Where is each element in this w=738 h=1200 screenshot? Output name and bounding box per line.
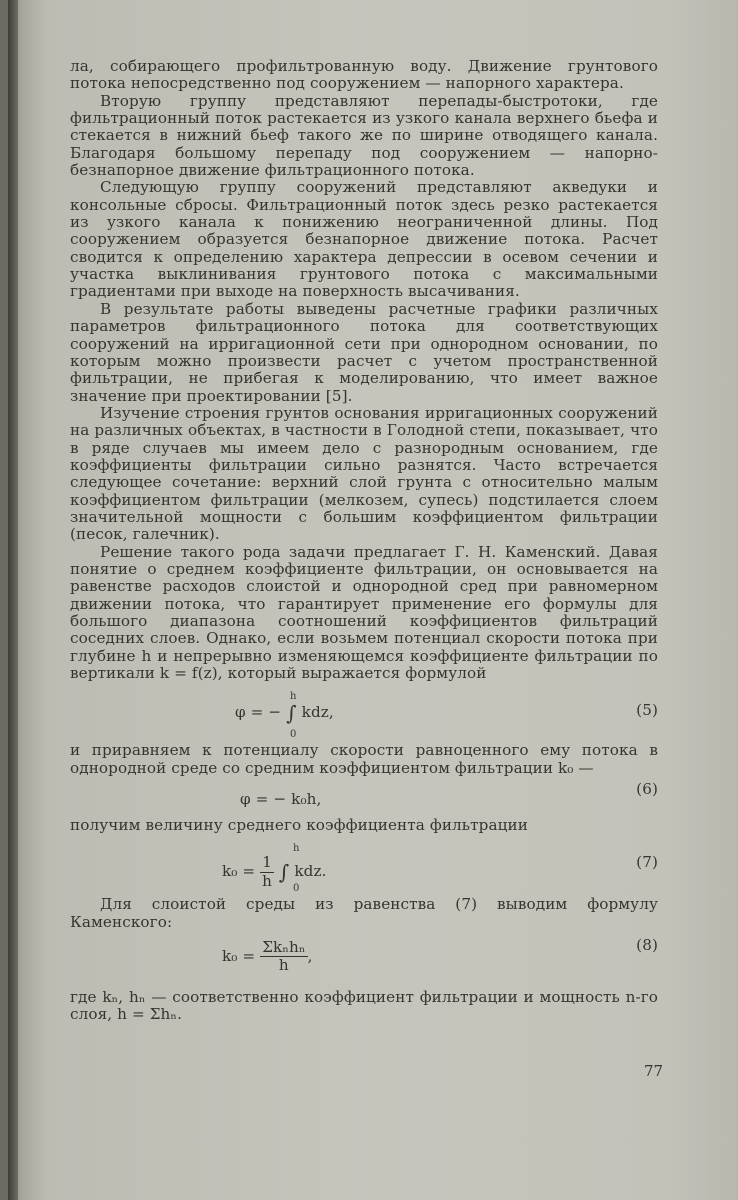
paragraph-8: получим величину среднего коэффициента фильтрации [70,816,528,835]
formula-5-upper-limit: h [290,691,297,703]
formula-7-lower-limit: 0 [293,883,300,895]
formula-8-lhs: k₀ = [222,946,256,965]
formula-6-number: (6) [636,780,658,799]
book-spine [8,0,18,1200]
formula-7: k₀ = $\frac{1}{h}$ ∫ kdz. h 0 (7) [70,834,658,896]
paragraph-3: Следующую группу сооружений представляют акведуки и консольные сбросы. Фильтрационный поток здесь резко растекается из узкого канала к понижению неограниченной длины. Под сооружением образуется безнапорное движение потока. Расчет сводится к определению характера депрессии в осевом сечении и участка выклинивания грунтового потока с максимальными градиентами при выходе на поверхность высачивания. [70,178,658,301]
formula-6-expr: φ = − k₀h, [240,790,322,809]
paragraph-6: Решение такого рода задачи предлагает Г. Н. Каменский. Давая понятие о среднем коэффициенте фильтрации, он основывается на равенстве расходов слоистой и однородной сред при равномерном движении потока, что гарантирует применение его формулы для большого диапазона соотношений коэффициентов фильтраций соседних слоев. Однако, если возьмем потенциал скорости потока при глубине h и непрерывно изменяющемся коэффициенте фильтрации по вертикали k = f(z), который выражается формулой [70,542,658,683]
formula-8-number: (8) [636,936,658,955]
formula-7-fraction: $\frac{1}{h}$ [262,853,273,890]
formula-8 [70,931,658,989]
formula-5: φ = − ∫ kdz, h 0 (5) [70,682,658,742]
book-page [8,0,738,1200]
paragraph-4: В результате работы выведены расчетные графики различных параметров фильтрационного потока для соответствующих сооружений на ирригационной сети при однородном основании, по которым можно произвести расчет с учетом пространственной фильтрации, не прибегая к моделированию, что имеет важное значение при проектировании [5]. [70,299,658,405]
formula-6 [70,777,658,817]
formula-7-integrand: kdz. [294,862,327,881]
paragraph-7: и приравняем к потенциалу скорости равноценного ему потока в однородной среде со средним коэффициентом фильтрации k₀ — [70,741,658,777]
formula-7-number: (7) [636,853,658,872]
paragraph-9: Для слоистой среды из равенства (7) выводим формулу Каменского: [70,895,658,931]
paragraph-5: Изучение строения грунтов основания ирригационных сооружений на различных объектах, в частности в Голодной степи, показывает, что в ряде случаев мы имеем дело с разнородным основанием, где коэффициенты фильтрации сильно разнятся. Часто встречается следующее сочетание: верхний слой грунта с относительно малым коэффициентом фильтрации (мелкозем, супесь) подстилается слоем значительной мощности с большим коэффициентом фильтрации (песок, галечник). [70,403,658,544]
page-number: 77 [644,1062,664,1080]
formula-8-fraction: $\frac{\text{Σkₙhₙ}}{h}$ [262,938,306,975]
formula-8-tail: , [307,946,313,965]
formula-7-upper-limit: h [293,843,300,855]
formula-5-lhs: φ = − [235,703,282,722]
paragraph-1: ла, собирающего профильтрованную воду. Движение грунтового потока непосредственно под сооружением — напорного характера. [70,57,658,93]
formula-5-lower-limit: 0 [290,729,297,741]
paragraph-10: где kₙ, hₙ — соответственно коэффициент фильтрации и мощность n-го слоя, h = Σhₙ. [70,988,658,1024]
formula-7-lhs: k₀ = [222,862,256,881]
paragraph-2: Вторую группу представляют перепады-быстротоки, где фильтрационный поток растекается из узкого канала верхнего бьефа и стекается в нижний бьеф такого же по ширине отводящего канала. Благодаря большому перепаду под сооружением — напорно-безнапорное движение фильтрационного потока. [70,91,658,180]
page-text [70,58,658,1024]
formula-5-number: (5) [636,701,658,720]
formula-5-integrand: kdz, [301,703,334,722]
